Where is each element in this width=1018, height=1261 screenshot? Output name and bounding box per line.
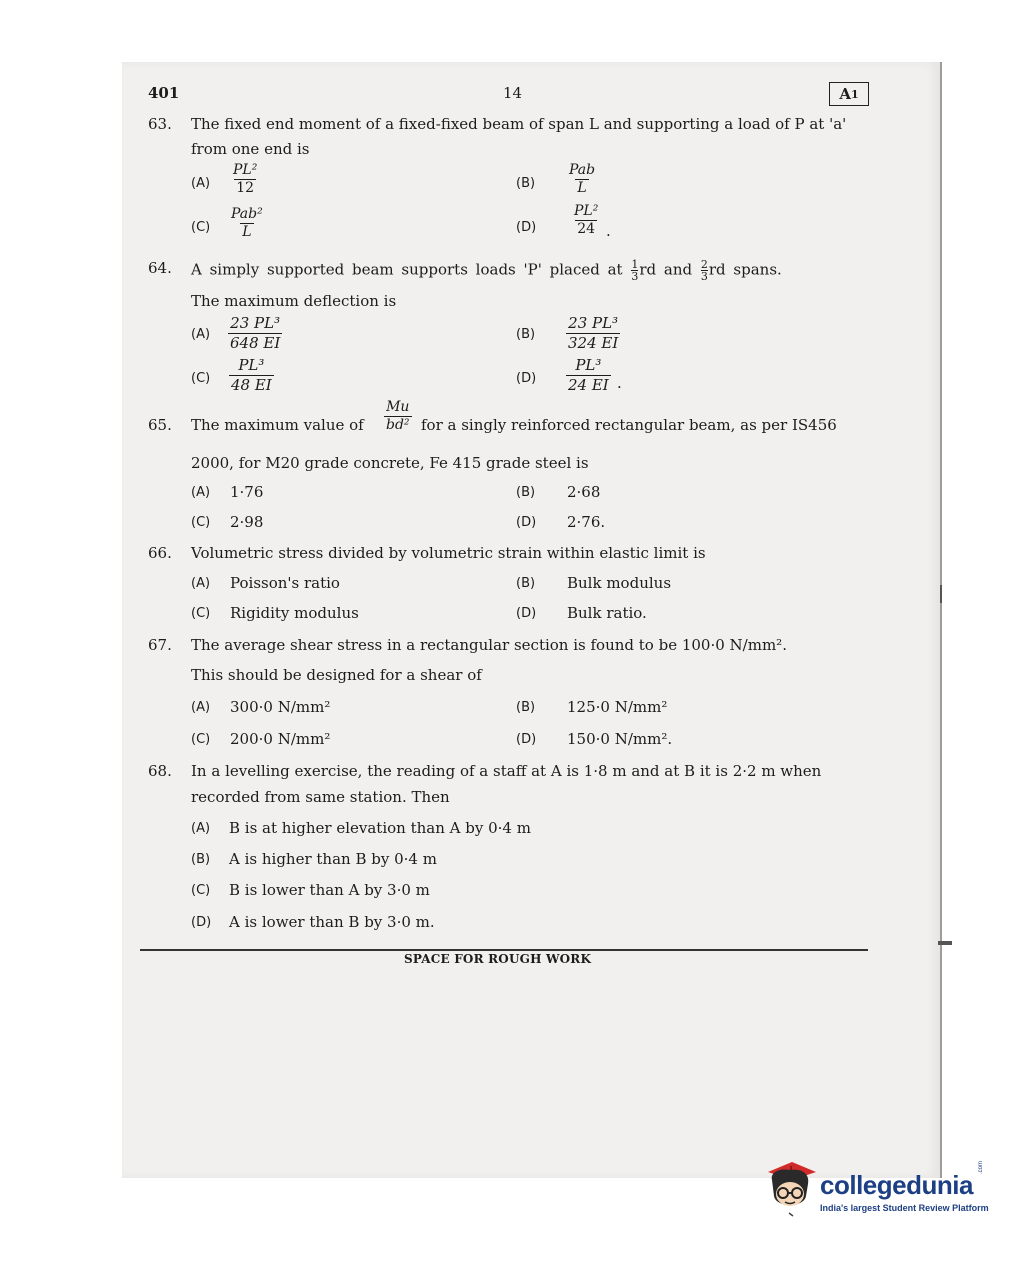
page-number: 14 xyxy=(503,84,523,102)
collegedunia-logo-text: collegedunia xyxy=(820,1170,973,1200)
q63-option-c-denominator: L xyxy=(242,224,252,241)
q64-fraction2-denominator: 3 xyxy=(700,270,708,283)
q66-option-d-label: (D) xyxy=(516,606,537,621)
q68-option-b-label: (B) xyxy=(191,852,211,867)
q64-option-b-label: (B) xyxy=(516,327,536,342)
q63-option-b-numerator: Pab xyxy=(569,162,596,178)
question-68-text-line2: recorded from same station. Then xyxy=(191,788,450,806)
q64-option-d-fraction xyxy=(566,357,611,393)
question-63-text-line1: The fixed end moment of a fixed-fixed beam of span L and supporting a load of P at 'a' xyxy=(191,115,847,133)
q68-option-d-label: (D) xyxy=(191,915,212,930)
q63-option-b-fraction xyxy=(567,163,597,197)
q64-fraction-two-third xyxy=(701,259,708,282)
q64-option-c-fraction xyxy=(229,357,274,393)
question-66-number: 66. xyxy=(148,544,172,562)
q64-option-d-numerator: PL³ xyxy=(575,356,602,374)
question-64-text-line1 xyxy=(191,259,782,282)
q68-option-a-text: B is at higher elevation than A by 0·4 m xyxy=(229,819,531,837)
q65-option-d-text: 2·76. xyxy=(567,513,606,531)
q63-option-b-label: (B) xyxy=(516,176,536,191)
q63-option-c-numerator: Pab² xyxy=(231,206,263,222)
q66-option-b-text: Bulk modulus xyxy=(567,574,672,592)
q63-option-d-fraction xyxy=(572,204,600,238)
q68-option-d-text: A is lower than B by 3·0 m. xyxy=(229,913,435,931)
collegedunia-tagline: India's largest Student Review Platform xyxy=(820,1203,989,1213)
q67-option-a-text: 300·0 N/mm² xyxy=(230,698,331,716)
question-68-text-line1: In a levelling exercise, the reading of a staff at A is 1·8 m and at B it is 2·2 m when xyxy=(191,762,822,780)
q65-option-a-label: (A) xyxy=(191,485,211,500)
q64-option-d-denominator: 24 EI xyxy=(568,375,609,394)
q67-option-c-text: 200·0 N/mm² xyxy=(230,730,331,748)
q63-option-d-numerator: PL² xyxy=(574,203,599,219)
question-64-number: 64. xyxy=(148,259,172,277)
q63-option-b-denominator: L xyxy=(577,180,587,197)
q63-option-a-denominator: 12 xyxy=(236,180,255,197)
q64-option-b-numerator: 23 PL³ xyxy=(568,314,619,332)
q66-option-c-label: (C) xyxy=(191,606,211,621)
edge-mark xyxy=(940,585,942,603)
q63-option-a-numerator: PL² xyxy=(233,162,258,178)
q64-option-a-numerator: 23 PL³ xyxy=(230,314,281,332)
q64-text-part3: rd spans. xyxy=(708,260,782,279)
question-63-number: 63. xyxy=(148,115,172,133)
q64-text-part1: A simply supported beam supports loads 'P' placed at xyxy=(191,260,623,279)
q64-option-a-denominator: 648 EI xyxy=(230,333,281,352)
q68-option-c-label: (C) xyxy=(191,883,211,898)
q66-option-c-text: Rigidity modulus xyxy=(230,604,359,622)
q68-option-c-text: B is lower than A by 3·0 m xyxy=(229,881,430,899)
rough-work-label: SPACE FOR ROUGH WORK xyxy=(404,952,592,966)
q68-option-a-label: (A) xyxy=(191,821,211,836)
question-66-text-line1: Volumetric stress divided by volumetric strain within elastic limit is xyxy=(191,544,706,562)
q67-option-d-label: (D) xyxy=(516,732,537,747)
q64-option-b-denominator: 324 EI xyxy=(568,333,619,352)
q64-option-c-denominator: 48 EI xyxy=(231,375,272,394)
question-64-text-line2: The maximum deflection is xyxy=(191,292,397,310)
q64-option-d-label: (D) xyxy=(516,371,537,386)
q64-option-a-label: (A) xyxy=(191,327,211,342)
set-letter: A xyxy=(839,85,851,103)
question-67-text-line2: This should be designed for a shear of xyxy=(191,666,482,684)
set-code-box xyxy=(829,82,869,106)
question-65-text-line2: 2000, for M20 grade concrete, Fe 415 grade steel is xyxy=(191,454,589,472)
question-67-number: 67. xyxy=(148,636,172,654)
q67-option-d-text: 150·0 N/mm². xyxy=(567,730,673,748)
q67-option-b-text: 125·0 N/mm² xyxy=(567,698,668,716)
q65-option-c-label: (C) xyxy=(191,515,211,530)
question-67-text-line1: The average shear stress in a rectangular section is found to be 100·0 N/mm². xyxy=(191,636,787,654)
q64-text-part2: rd and xyxy=(639,260,693,279)
q64-fraction1-denominator: 3 xyxy=(631,270,639,283)
q66-option-d-text: Bulk ratio. xyxy=(567,604,647,622)
question-65-number: 65. xyxy=(148,416,172,434)
q65-fraction-denominator: bd² xyxy=(386,417,410,434)
q64-fraction2-numerator: 2 xyxy=(700,258,708,271)
q66-option-a-label: (A) xyxy=(191,576,211,591)
q63-option-d-label: (D) xyxy=(516,220,537,235)
set-subscript: 1 xyxy=(850,87,859,101)
q65-option-b-label: (B) xyxy=(516,485,536,500)
q64-option-a-fraction xyxy=(228,315,282,351)
question-68-number: 68. xyxy=(148,762,172,780)
q63-option-a-fraction xyxy=(231,163,259,197)
q63-option-d-suffix: . xyxy=(606,222,611,240)
q66-option-a-text: Poisson's ratio xyxy=(230,574,340,592)
q63-option-a-label: (A) xyxy=(191,176,211,191)
q64-fraction1-numerator: 1 xyxy=(631,258,639,271)
q65-fraction-numerator: Mu xyxy=(386,399,410,415)
q65-text-part2: for a singly reinforced rectangular beam, as per IS456 xyxy=(421,416,837,434)
q67-option-c-label: (C) xyxy=(191,732,211,747)
collegedunia-tld: .com xyxy=(978,1160,984,1174)
q65-option-a-text: 1·76 xyxy=(230,483,264,501)
q68-option-b-text: A is higher than B by 0·4 m xyxy=(229,850,437,868)
q63-option-c-fraction xyxy=(229,207,265,241)
q66-option-b-label: (B) xyxy=(516,576,536,591)
q64-option-d-suffix: . xyxy=(617,374,622,392)
q64-option-c-numerator: PL³ xyxy=(238,356,265,374)
q65-option-d-label: (D) xyxy=(516,515,537,530)
edge-mark xyxy=(938,941,952,945)
q67-option-a-label: (A) xyxy=(191,700,211,715)
q65-fraction-mu-bd2 xyxy=(384,400,412,434)
question-63-text-line2: from one end is xyxy=(191,140,310,158)
q65-option-b-text: 2·68 xyxy=(567,483,601,501)
q67-option-b-label: (B) xyxy=(516,700,536,715)
rough-work-divider xyxy=(140,949,868,951)
q64-fraction-one-third xyxy=(631,259,638,282)
q64-option-c-label: (C) xyxy=(191,371,211,386)
q65-option-c-text: 2·98 xyxy=(230,513,264,531)
q63-option-d-denominator: 24 xyxy=(577,221,596,238)
q65-text-part1: The maximum value of xyxy=(191,416,364,434)
collegedunia-mascot-icon xyxy=(762,1158,818,1220)
q64-option-b-fraction xyxy=(566,315,620,351)
paper-code: 401 xyxy=(148,84,180,102)
q63-option-c-label: (C) xyxy=(191,220,211,235)
